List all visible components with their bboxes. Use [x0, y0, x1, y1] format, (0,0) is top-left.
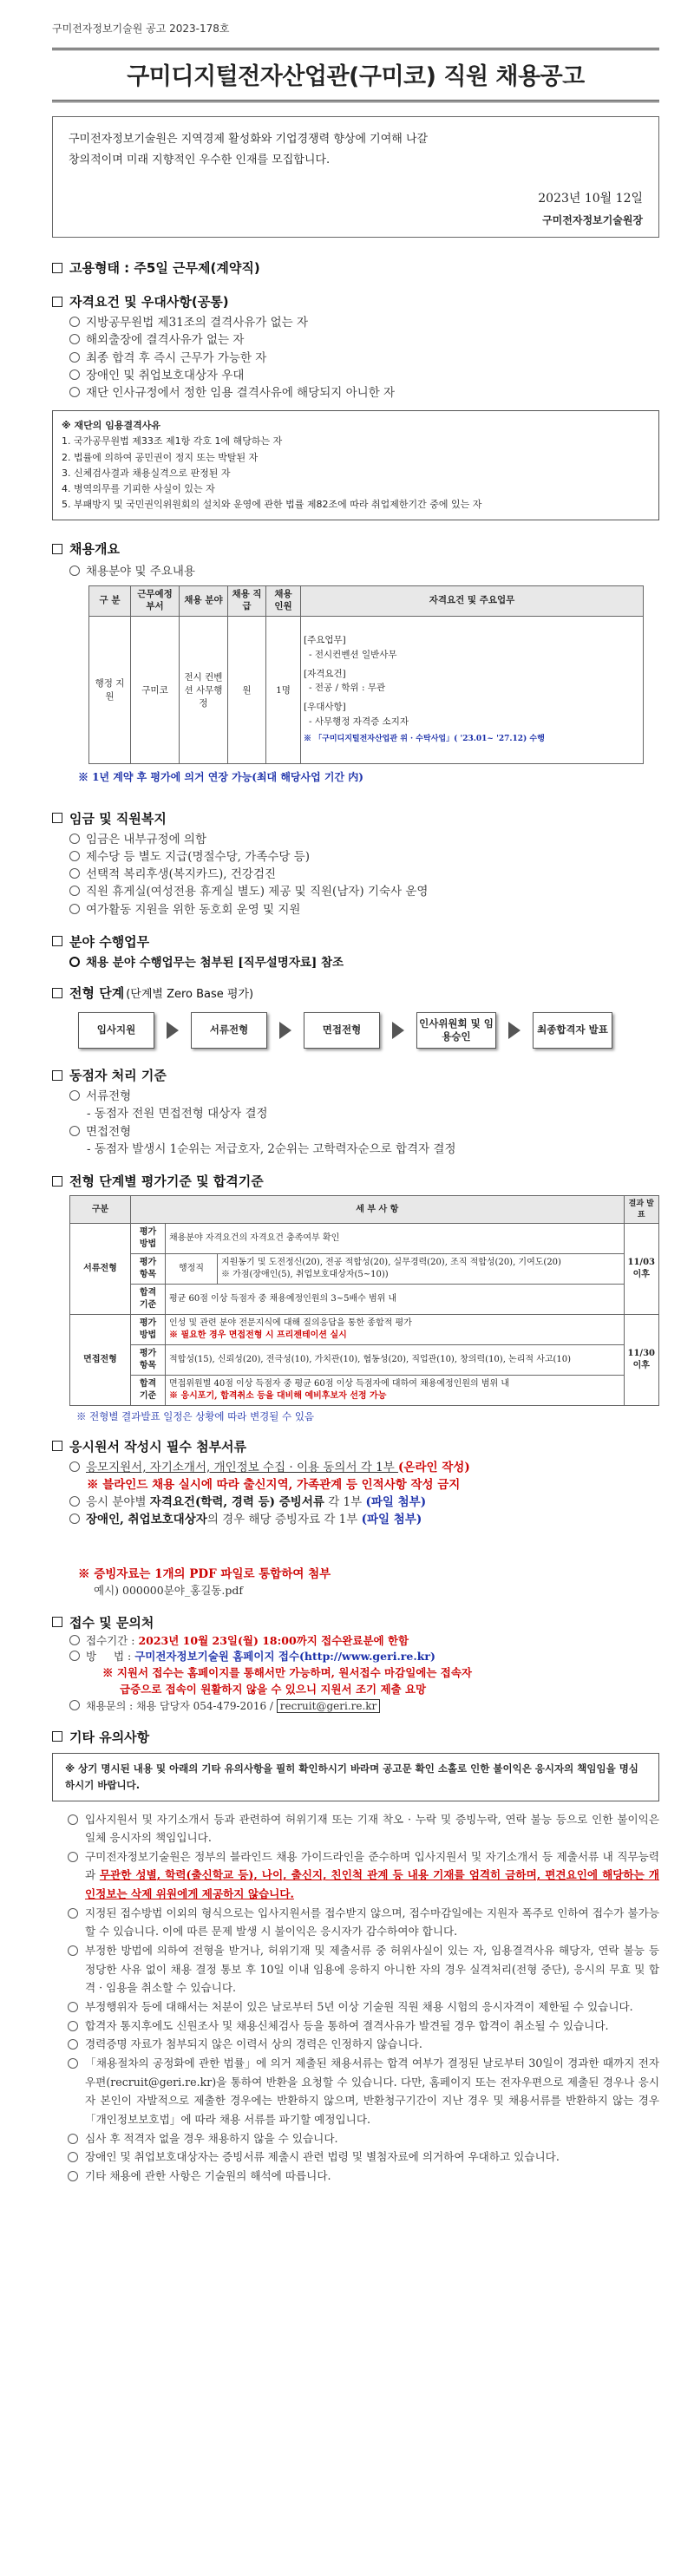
- email-link[interactable]: recruit@geri.re.kr: [277, 1699, 381, 1713]
- intro-line-1: 구미전자정보기술원은 지역경제 활성화와 기업경쟁력 향상에 기여해 나갈: [69, 133, 429, 146]
- disq-item: 2. 법률에 의하여 공민권이 정지 또는 박탈된 자: [62, 451, 259, 463]
- evaluation-heading: 전형 단계별 평가기준 및 합격기준: [69, 1174, 264, 1190]
- cell-count: 1명: [266, 616, 301, 763]
- process-heading: 전형 단계: [69, 985, 125, 1002]
- disq-item: 3. 신체검사결과 채용실격으로 판정된 자: [62, 467, 231, 479]
- circle-bullet-icon: [69, 387, 80, 397]
- other-heading: 기타 유의사항: [69, 1729, 150, 1745]
- th-category: 구 분: [89, 586, 131, 616]
- page-title: 구미디지털전자산업관(구미코) 직원 채용공고: [52, 48, 659, 102]
- arrow-right-icon: [508, 1022, 520, 1039]
- cell-doc-pass: 평균 60점 이상 득점자 중 채용예정인원의 3~5배수 범위 내: [166, 1285, 625, 1315]
- disq-item: 1. 국가공무원법 제33조 제1항 각호 1에 해당하는 자: [62, 435, 283, 448]
- circle-bullet-icon: [69, 317, 80, 327]
- square-bullet-icon: [52, 988, 62, 998]
- section-tie: [52, 1066, 659, 1084]
- cell-duty: [주요업무] - 전시컨벤션 일반사무 [자격요건] - 전공 / 학위 : 무관 [우대사항] - 사무행정 자격증 소지자 ※ 「구미디지털전자산업관 위 · 수탁사업」( '23.01~ '27.12) 수행: [301, 616, 644, 763]
- table-header-row: [70, 1196, 659, 1224]
- disq-item: 5. 부패방지 및 국민권익위원회의 설치와 운영에 관한 법률 제82조에 따라 취업제한기간 중에 있는 자: [62, 498, 482, 510]
- tie-int-rule: - 동점자 발생시 1순위는 저급호자, 2순위는 고학력자순으로 합격자 결정: [87, 1141, 456, 1156]
- section-other: [52, 1728, 659, 1746]
- list-item: 심사 후 적격자 없을 경우 채용하지 않을 수 있습니다.: [68, 2129, 659, 2148]
- other-notice: ※ 상기 명시된 내용 및 아래의 기타 유의사항을 필히 확인하시기 바라며 공고문 확인 소홀로 인한 불이익은 응시자의 책임임을 명심하시기 바랍니다.: [52, 1753, 659, 1801]
- section-employment: [52, 258, 659, 277]
- section-process: [52, 984, 659, 1002]
- cell-doc-items: 지원동기 및 도전정신(20), 전공 적합성(20), 실무경력(20), 조직 적합성(20), 기여도(20) ※ 가점(장애인(5), 취업보호대상자(5~10)): [218, 1254, 625, 1285]
- blind-warning: ※ 블라인드 채용 실시에 따라 출신지역, 가족관계 등 인적사항 작성 금지: [87, 1477, 461, 1492]
- section-submission: [52, 1613, 659, 1631]
- tie-doc-rule: - 동점자 전원 면접전형 대상자 결정: [87, 1107, 268, 1121]
- list-item: 경력증명 자료가 첨부되지 않은 이력서 상의 경력은 인정하지 않습니다.: [68, 2035, 659, 2054]
- step-apply: 입사지원: [78, 1012, 154, 1049]
- other-list: [52, 1810, 659, 2186]
- circle-bullet-icon: [69, 868, 80, 879]
- list-item: 지정된 접수방법 이외의 형식으로는 입사지원서를 접수받지 않으며, 접수마감일에는 지원자 폭주로 인하여 접수가 불가능 할 수 있습니다. 이에 따른 문제 발생 시 불이익은 응시자가 감수하여야 합니다.: [68, 1904, 659, 1941]
- list-item: 부정한 방법에 의하여 전형을 받거나, 허위기재 및 제출서류 중 허위사실이 있는 자, 임용결격사유 해당자, 연락 불능 등 정당한 사유 없이 채용 결정 통보 후 10일 이내 임용에 응하지 아니한 자의 경우 실격처리(전형 중단), 응시의 무효 및 합격 · 임용을 취소할 수 있습니다.: [68, 1941, 659, 1997]
- table-row: 합격 기준 평균 60점 이상 득점자 중 채용예정인원의 3~5배수 범위 내: [70, 1285, 659, 1315]
- employment-heading: 고용형태 : 주5일 근무제(계약직): [69, 260, 260, 276]
- table-header-row: [89, 586, 644, 616]
- circle-bullet-icon: [69, 904, 80, 914]
- submission-period: 접수기간 : 2023년 10월 23일(월) 18:00까지 접수완료분에 한함: [69, 1633, 659, 1650]
- arrow-right-icon: [279, 1022, 291, 1039]
- step-document: 서류전형: [191, 1012, 267, 1049]
- submission-heading: 접수 및 문의처: [69, 1614, 154, 1631]
- list-item: 임금은 내부규정에 의함: [69, 831, 659, 848]
- list-item: 입사지원서 및 자기소개서 등과 관련하여 허위기재 또는 기재 착오 · 누락 및 증빙누락, 연락 불능 등으로 인한 불이익은 일체 응시자의 책임입니다.: [68, 1810, 659, 1847]
- list-item: 장애인 및 취업보호대상자 우대: [69, 367, 659, 384]
- doc-number: 구미전자정보기술원 공고 2023-178호: [52, 23, 230, 35]
- table-row: 서류전형 평가 방법 채용분야 자격요건의 자격요건 충족여부 확인 11/03 이후: [70, 1224, 659, 1254]
- section-evaluation: [52, 1172, 659, 1190]
- list-item: 최종 합격 후 즉시 근무가 가능한 자: [69, 350, 659, 367]
- square-bullet-icon: [52, 297, 62, 307]
- cell-int-method: 인성 및 관련 분야 전문지식에 대해 질의응답을 통한 종합적 평가 ※ 필요한 경우 면접전형 시 프리젠테이션 실시: [166, 1315, 625, 1345]
- cell-doc-result: 11/03 이후: [624, 1224, 658, 1315]
- th-detail: 세 부 사 항: [131, 1196, 625, 1224]
- circle-bullet-icon: [69, 1090, 80, 1101]
- th-dept: 근무예정 부서: [131, 586, 180, 616]
- section-qualifications: [52, 292, 659, 311]
- list-item: 합격자 통지후에도 신원조사 및 채용신체검사 등을 통하여 결격사유가 발견될 경우 합격이 취소될 수 있습니다.: [68, 2017, 659, 2036]
- duty-heading: 분야 수행업무: [69, 933, 150, 950]
- th-field: 채용 분야: [180, 586, 228, 616]
- table-row: 평가 항목 적합성(15), 신뢰성(20), 전극성(10), 가치관(10), 협동성(20), 직업관(10), 창의력(10), 논리적 사고(10): [70, 1345, 659, 1376]
- cell-category: 행정 지원: [89, 616, 131, 763]
- wages-heading: 임금 및 직원복지: [69, 810, 167, 827]
- step-interview: 면접전형: [304, 1012, 380, 1049]
- square-bullet-icon: [52, 1070, 62, 1081]
- disqualification-box: [52, 410, 659, 520]
- circle-bullet-icon: [69, 1700, 80, 1710]
- intro-org: 구미전자정보기술원장: [542, 214, 643, 226]
- qualifications-list: [52, 314, 659, 402]
- circle-bullet-icon: [68, 1945, 78, 1956]
- intro-box: [52, 116, 659, 238]
- circle-bullet-icon: [69, 1496, 80, 1507]
- cell-int-pass: 면접위원별 40점 이상 득점자 중 평균 60점 이상 득점자에 대하여 채용예정인원의 범위 내 ※ 응시포기, 합격취소 등을 대비해 예비후보자 선정 가능: [166, 1376, 625, 1406]
- step-committee: 인사위원회 및 임용승인: [416, 1012, 496, 1049]
- th-duty: 자격요건 및 주요업무: [301, 586, 644, 616]
- duty-text: 채용 분야 수행업무는 첨부된 [직무설명자료] 참조: [52, 954, 659, 971]
- list-item: 해외출장에 결격사유가 없는 자: [69, 331, 659, 349]
- arrow-right-icon: [167, 1022, 179, 1039]
- disq-item: 4. 병역의무를 기피한 사실이 있는 자: [62, 482, 215, 494]
- tie-doc: 서류전형: [69, 1088, 659, 1105]
- list-item: 「채용절차의 공정화에 관한 법률」에 의거 제출된 채용서류는 합격 여부가 결정된 날로부터 30일이 경과한 때까지 전자우편(recruit@geri.re.kr)을 통하여 반환을 요청할 수 있습니다. 다만, 홈페이지 또는 전자우편으로 제출된 경우나 응시자 본인이 자발적으로 제출한 경우에는 반환하지 않으며, 반환청구기간이 지난 경우 및 채용서류를 반환하지 않는 경우 「개인정보보호법」에 따라 채용 서류를 파기할 예정입니다.: [68, 2054, 659, 2129]
- circle-bullet-icon: [68, 1908, 78, 1919]
- tie-rules: [52, 1088, 659, 1158]
- circle-bullet-icon: [69, 369, 80, 380]
- cell-int-result: 11/30 이후: [624, 1315, 658, 1406]
- list-item: 제수당 등 별도 지급(명절수당, 가족수당 등): [69, 848, 659, 866]
- tie-heading: 동점자 처리 기준: [69, 1068, 167, 1084]
- recruit-sub: 채용분야 및 주요내용: [52, 563, 659, 580]
- documents-heading: 응시원서 작성시 필수 첨부서류: [69, 1438, 247, 1455]
- circle-bullet-icon: [68, 2021, 78, 2031]
- section-documents: [52, 1437, 659, 1455]
- circle-bullet-icon: [69, 851, 80, 861]
- th-stage: 구분: [70, 1196, 131, 1224]
- table-row: 면접전형 평가 방법 인성 및 관련 분야 전문지식에 대해 질의응답을 통한 종합적 평가 ※ 필요한 경우 면접전형 시 프리젠테이션 실시 11/30 이후: [70, 1315, 659, 1345]
- circle-bullet-icon: [69, 1651, 80, 1661]
- table-row: [89, 616, 644, 763]
- intro-date: 2023년 10월 12일: [538, 192, 643, 206]
- square-bullet-icon: [52, 1617, 62, 1627]
- circle-bullet-icon: [69, 566, 80, 576]
- square-bullet-icon: [52, 544, 62, 554]
- circle-bullet-icon: [68, 2171, 78, 2181]
- list-item: 구미전자정보기술원은 정부의 블라인드 채용 가이드라인을 준수하며 입사지원서 및 자기소개서 등 제출서류 내 직무능력과 무관한 성별, 학력(출신학교 등), 나이, 출신지, 친인척 관계 등 내용 기재를 엄격히 금하며, 편견요인에 해당하는 개인정보는 삭제 위원에게 제공하지 않습니다.: [68, 1847, 659, 1904]
- square-bullet-icon: [52, 813, 62, 823]
- cell-doc-method: 채용분야 자격요건의 자격요건 충족여부 확인: [166, 1224, 625, 1254]
- circle-bullet-icon: [69, 886, 80, 896]
- wages-list: [52, 831, 659, 919]
- project-note: ※ 「구미디지털전자산업관 위 · 수탁사업」( '23.01~ '27.12) 수행: [304, 734, 545, 743]
- tie-int: 면접전형: [69, 1123, 659, 1141]
- method-note-2: 급증으로 접속이 원활하지 않을 수 있으니 지원서 조기 제출 요망: [120, 1682, 427, 1696]
- square-bullet-icon: [52, 1441, 62, 1451]
- circle-bullet-icon: [68, 2002, 78, 2012]
- cell-doc-stage: 서류전형: [70, 1224, 131, 1315]
- list-item: 지방공무원법 제31조의 결격사유가 없는 자: [69, 314, 659, 331]
- section-recruit: [52, 539, 659, 558]
- circle-bullet-icon: [68, 2152, 78, 2162]
- disq-title: ※ 재단의 임용결격사유: [62, 420, 160, 432]
- square-bullet-icon: [52, 1731, 62, 1742]
- circle-bullet-icon: [68, 1852, 78, 1862]
- th-grade: 채용 직급: [228, 586, 266, 616]
- pdf-note: ※ 증빙자료는 1개의 PDF 파일로 통합하여 첨부: [78, 1566, 331, 1581]
- recruit-heading: 채용개요: [69, 541, 120, 558]
- circle-bullet-icon: [68, 2134, 78, 2144]
- documents-list: [52, 1459, 659, 1529]
- circle-bullet-icon: [68, 1814, 78, 1825]
- qualifications-heading: 자격요건 및 우대사항(공통): [69, 294, 229, 310]
- process-heading-sub: (단계별 Zero Base 평가): [126, 988, 254, 1002]
- circle-bullet-icon: [69, 352, 80, 363]
- list-item: 직원 휴게실(여성전용 휴게실 별도) 제공 및 직원(남자) 기숙사 운영: [69, 883, 659, 900]
- circle-bullet-icon: [69, 1461, 80, 1472]
- circle-bullet-icon: [69, 1126, 80, 1136]
- square-bullet-icon: [52, 1176, 62, 1187]
- circle-bullet-icon: [68, 2058, 78, 2069]
- circle-bullet-icon: [69, 1514, 80, 1524]
- cell-int-stage: 면접전형: [70, 1315, 131, 1406]
- contract-note: ※ 1년 계약 후 평가에 의거 연장 가능(최대 해당사업 기간 内): [78, 770, 363, 783]
- table-row: 평가 항목 행정직 지원동기 및 도전정신(20), 전공 적합성(20), 실무경력(20), 조직 적합성(20), 기여도(20) ※ 가점(장애인(5), 취업보호대상자(5~10)): [70, 1254, 659, 1285]
- submission-list: [52, 1633, 659, 1714]
- submission-contact: 채용문의 : 채용 담당자 054-479-2016 / recruit@geri.re.kr: [69, 1698, 659, 1714]
- circle-bullet-icon: [69, 334, 80, 344]
- square-bullet-icon: [52, 263, 62, 273]
- method-note-1: ※ 지원서 접수는 홈페이지를 통해서만 가능하며, 원서접수 마감일에는 접속자: [102, 1666, 472, 1680]
- evaluation-footnote: ※ 전형별 결과발표 일정은 상황에 따라 변경될 수 있음: [76, 1410, 315, 1423]
- intro-line-2: 창의적이며 미래 지향적인 우수한 인재를 모집합니다.: [69, 154, 331, 167]
- pdf-example: 예시) 000000분야_홍길동.pdf: [94, 1583, 243, 1597]
- list-item: 장애인, 취업보호대상자의 경우 해당 증빙자료 각 1부 (파일 첨부): [69, 1511, 659, 1528]
- section-wages: [52, 809, 659, 827]
- recruit-table: [88, 585, 644, 763]
- cell-grade: 원: [228, 616, 266, 763]
- th-count: 채용 인원: [266, 586, 301, 616]
- homepage-link[interactable]: 구미전자정보기술원 홈페이지 접수(http://www.geri.re.kr): [134, 1650, 435, 1664]
- circle-bullet-icon: [69, 834, 80, 844]
- cell-dept: 구미코: [131, 616, 180, 763]
- section-duty: [52, 932, 659, 951]
- th-result: 결과 발표: [624, 1196, 658, 1224]
- cell-int-items: 적합성(15), 신뢰성(20), 전극성(10), 가치관(10), 협동성(20), 직업관(10), 창의력(10), 논리적 사고(10): [166, 1345, 625, 1376]
- list-item: 여가활동 지원을 위한 동호회 운영 및 지원: [69, 901, 659, 919]
- list-item: 응모지원서, 자기소개서, 개인정보 수집 · 이용 동의서 각 1부 (온라인 작성): [69, 1459, 659, 1476]
- evaluation-table: [69, 1195, 659, 1406]
- list-item: 기타 채용에 관한 사항은 기술원의 해석에 따릅니다.: [68, 2167, 659, 2186]
- list-item: 장애인 및 취업보호대상자는 증빙서류 제출시 관련 법령 및 별첨자료에 의거하여 우대하고 있습니다.: [68, 2148, 659, 2167]
- step-announce: 최종합격자 발표: [533, 1012, 612, 1049]
- list-item: 재단 인사규정에서 정한 임용 결격사유에 해당되지 아니한 자: [69, 384, 659, 402]
- list-item: 선택적 복리후생(복지카드), 건강검진: [69, 866, 659, 883]
- circle-bullet-icon: [69, 957, 80, 967]
- circle-bullet-icon: [69, 1635, 80, 1645]
- arrow-right-icon: [392, 1022, 404, 1039]
- circle-bullet-icon: [68, 2039, 78, 2050]
- table-row: 합격 기준 면접위원별 40점 이상 득점자 중 평균 60점 이상 득점자에 대하여 채용예정인원의 범위 내 ※ 응시포기, 합격취소 등을 대비해 예비후보자 선정 가능: [70, 1376, 659, 1406]
- submission-method: 방 법 : 구미전자정보기술원 홈페이지 접수(http://www.geri.re.kr): [69, 1649, 659, 1665]
- list-item: 부정행위자 등에 대해서는 처분이 있은 날로부터 5년 이상 기술원 직원 채용 시험의 응시자격이 제한될 수 있습니다.: [68, 1997, 659, 2017]
- process-flow: [52, 1012, 659, 1049]
- cell-field: 전시 컨벤션 사무행정: [180, 616, 228, 763]
- list-item: 응시 분야별 자격요건(학력, 경력 등) 증빙서류 각 1부 (파일 첨부): [69, 1494, 659, 1511]
- square-bullet-icon: [52, 936, 62, 946]
